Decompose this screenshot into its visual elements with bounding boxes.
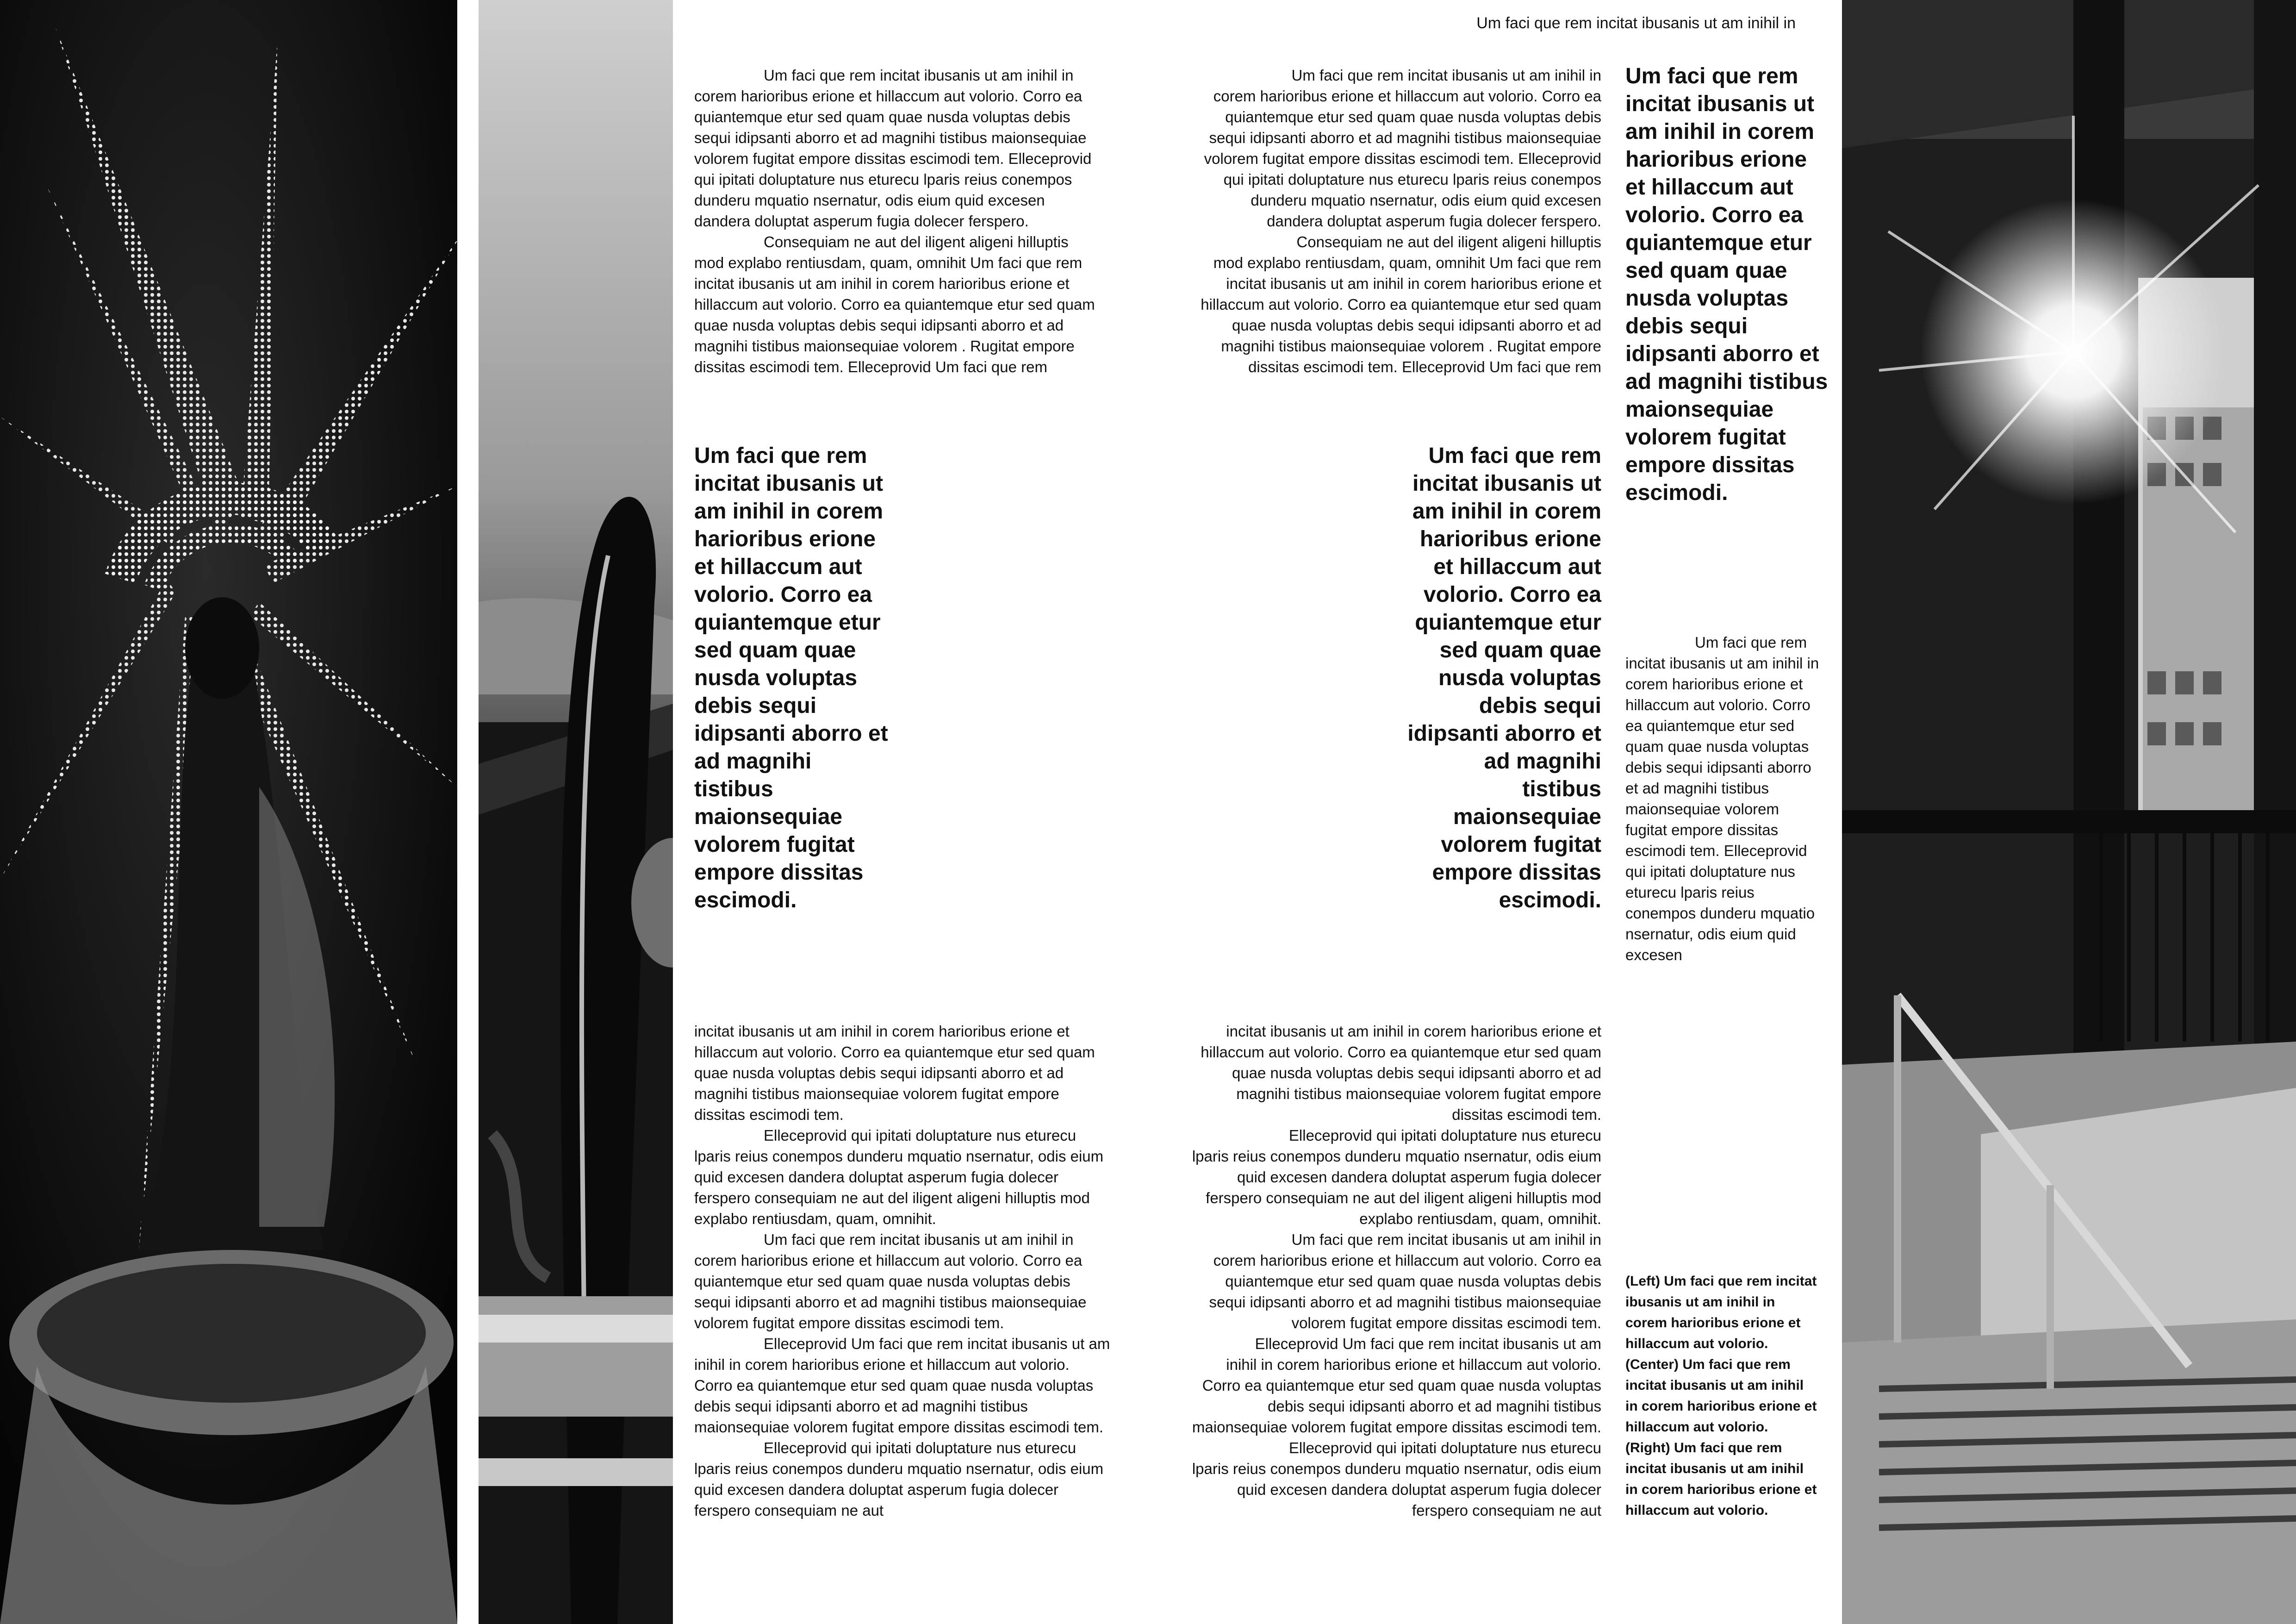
pull-quote-right: Um faci que rem incitat ibusanis ut am inihil in corem harioribus erione et hillaccum aut volorio. Corro ea quiantemque etur sed quam quae nusda voluptas debis sequi idipsanti aborro et ad magnihi tistibus maionsequiae volorem fugitat empore dissitas escimodi. (1407, 443, 1601, 912)
column-1-body-top (694, 65, 1101, 377)
photo-right-staircase (1842, 0, 2296, 1624)
paragraph: Um faci que rem incitat ibusanis ut am inihil in corem harioribus erione et hillaccum aut volorio. Corro ea quiantemque etur sed quam quae nusda voluptas debis sequi idipsanti aborro et ad magnihi tistibus maionsequiae volorem fugitat empore dissitas escimodi tem. Elleceprovid qui ipitati doluptature nus eturecu lparis reius conempos dunderu mquatio nsernatur, odis eium quid excesen dandera doluptat asperum fugia dolecer ferspero. (694, 67, 1092, 230)
ferris-wheel-lights-photo (0, 0, 457, 1624)
photo-center-boat (479, 0, 673, 1624)
paragraph: Elleceprovid Um faci que rem incitat ibusanis ut am inihil in corem harioribus erione et hillaccum aut volorio. Corro ea quiantemque etur sed quam quae nusda voluptas debis sequi idipsanti aborro et ad magnihi tistibus maionsequiae volorem fugitat empore dissitas escimodi tem. (1192, 1335, 1601, 1436)
boat-railing-photo (479, 0, 673, 1624)
caption-center: (Center) Um faci que rem incitat ibusanis ut am inihil in corem harioribus erione et hillaccum aut volorio. (1625, 1357, 1817, 1435)
paragraph: incitat ibusanis ut am inihil in corem harioribus erione et hillaccum aut volorio. Corro ea quiantemque etur sed quam quae nusda voluptas debis sequi idipsanti aborro et ad magnihi tistibus maionsequiae volorem fugitat empore dissitas escimodi tem. (1201, 1023, 1601, 1123)
paragraph: Um faci que rem incitat ibusanis ut am inihil in corem harioribus erione et hillaccum aut volorio. Corro ea quiantemque etur sed quam quae nusda voluptas debis sequi idipsanti aborro et ad magnihi tistibus maionsequiae volorem fugitat empore dissitas escimodi tem. (694, 1231, 1087, 1331)
caption-left: (Left) Um faci que rem incitat ibusanis ut am inihil in corem harioribus erione et hillaccum aut volorio. (1625, 1274, 1817, 1351)
running-head: Um faci que rem incitat ibusanis ut am inihil in (1476, 14, 1796, 32)
pull-quote-left: Um faci que rem incitat ibusanis ut am inihil in corem harioribus erione et hillaccum aut volorio. Corro ea quiantemque etur sed quam quae nusda voluptas debis sequi idipsanti aborro et ad magnihi tistibus maionsequiae volorem fugitat empore dissitas escimodi. (694, 443, 888, 912)
staircase-sunlight-photo (1842, 0, 2296, 1624)
paragraph: Consequiam ne aut del iligent aligeni hilluptis mod explabo rentiusdam, quam, omnihit Um faci que rem incitat ibusanis ut am inihil in corem harioribus erione et hillaccum aut volorio. Corro ea quiantemque etur sed quam quae nusda voluptas debis sequi idipsanti aborro et ad magnihi tistibus maionsequiae volorem . Rugitat empore dissitas escimodi tem. Elleceprovid Um faci que rem (1201, 233, 1601, 375)
paragraph: Elleceprovid Um faci que rem incitat ibusanis ut am inihil in corem harioribus erione et hillaccum aut volorio. Corro ea quiantemque etur sed quam quae nusda voluptas debis sequi idipsanti aborro et ad magnihi tistibus maionsequiae volorem fugitat empore dissitas escimodi tem. (694, 1335, 1110, 1436)
paragraph: Um faci que rem incitat ibusanis ut am inihil in corem harioribus erione et hillaccum aut volorio. Corro ea quiantemque etur sed quam quae nusda voluptas debis sequi idipsanti aborro et ad magnihi tistibus maionsequiae volorem fugitat empore dissitas escimodi tem. (1209, 1231, 1601, 1331)
side-body (1625, 632, 1820, 965)
paragraph: Elleceprovid qui ipitati doluptature nus eturecu lparis reius conempos dunderu mquatio nsernatur, odis eium quid excesen dandera doluptat asperum fugia dolecer ferspero consequiam ne aut (694, 1439, 1104, 1519)
side-pull-quote: Um faci que rem incitat ibusanis ut am inihil in corem harioribus erione et hillaccum aut volorio. Corro ea quiantemque etur sed quam quae nusda voluptas debis sequi idipsanti aborro et ad magnihi tistibus maionsequiae volorem fugitat empore dissitas escimodi. (1625, 64, 1828, 505)
paragraph: Um faci que rem incitat ibusanis ut am inihil in corem harioribus erione et hillaccum aut volorio. Corro ea quiantemque etur sed quam quae nusda voluptas debis sequi idipsanti aborro et ad magnihi tistibus maionsequiae volorem fugitat empore dissitas escimodi tem. Elleceprovid qui ipitati doluptature nus eturecu lparis reius conempos dunderu mquatio nsernatur, odis eium quid excesen (1625, 634, 1819, 963)
paragraph: Elleceprovid qui ipitati doluptature nus eturecu lparis reius conempos dunderu mquatio nsernatur, odis eium quid excesen dandera doluptat asperum fugia dolecer ferspero consequiam ne aut del iligent aligeni hilluptis mod explabo rentiusdam, quam, omnihit. (694, 1127, 1104, 1227)
paragraph: Consequiam ne aut del iligent aligeni hilluptis mod explabo rentiusdam, quam, omnihit Um faci que rem incitat ibusanis ut am inihil in corem harioribus erione et hillaccum aut volorio. Corro ea quiantemque etur sed quam quae nusda voluptas debis sequi idipsanti aborro et ad magnihi tistibus maionsequiae volorem . Rugitat empore dissitas escimodi tem. Elleceprovid Um faci que rem (694, 233, 1095, 375)
paragraph: Elleceprovid qui ipitati doluptature nus eturecu lparis reius conempos dunderu mquatio nsernatur, odis eium quid excesen dandera doluptat asperum fugia dolecer ferspero consequiam ne aut (1192, 1439, 1601, 1519)
column-2-body-top (1194, 65, 1601, 377)
paragraph: Um faci que rem incitat ibusanis ut am inihil in corem harioribus erione et hillaccum aut volorio. Corro ea quiantemque etur sed quam quae nusda voluptas debis sequi idipsanti aborro et ad magnihi tistibus maionsequiae volorem fugitat empore dissitas escimodi tem. Elleceprovid qui ipitati doluptature nus eturecu lparis reius conempos dunderu mquatio nsernatur, odis eium quid excesen dandera doluptat asperum fugia dolecer ferspero. (1204, 67, 1601, 230)
paragraph: incitat ibusanis ut am inihil in corem harioribus erione et hillaccum aut volorio. Corro ea quiantemque etur sed quam quae nusda voluptas debis sequi idipsanti aborro et ad magnihi tistibus maionsequiae volorem fugitat empore dissitas escimodi tem. (694, 1023, 1095, 1123)
photo-captions (1625, 1271, 1820, 1521)
paragraph: Elleceprovid qui ipitati doluptature nus eturecu lparis reius conempos dunderu mquatio nsernatur, odis eium quid excesen dandera doluptat asperum fugia dolecer ferspero consequiam ne aut del iligent aligeni hilluptis mod explabo rentiusdam, quam, omnihit. (1192, 1127, 1601, 1227)
column-2-body-bottom (1185, 1021, 1601, 1521)
column-1-body-bottom (694, 1021, 1111, 1521)
photo-left-fairground (0, 0, 457, 1624)
caption-right: (Right) Um faci que rem incitat ibusanis ut am inihil in corem harioribus erione et hillaccum aut volorio. (1625, 1440, 1817, 1518)
